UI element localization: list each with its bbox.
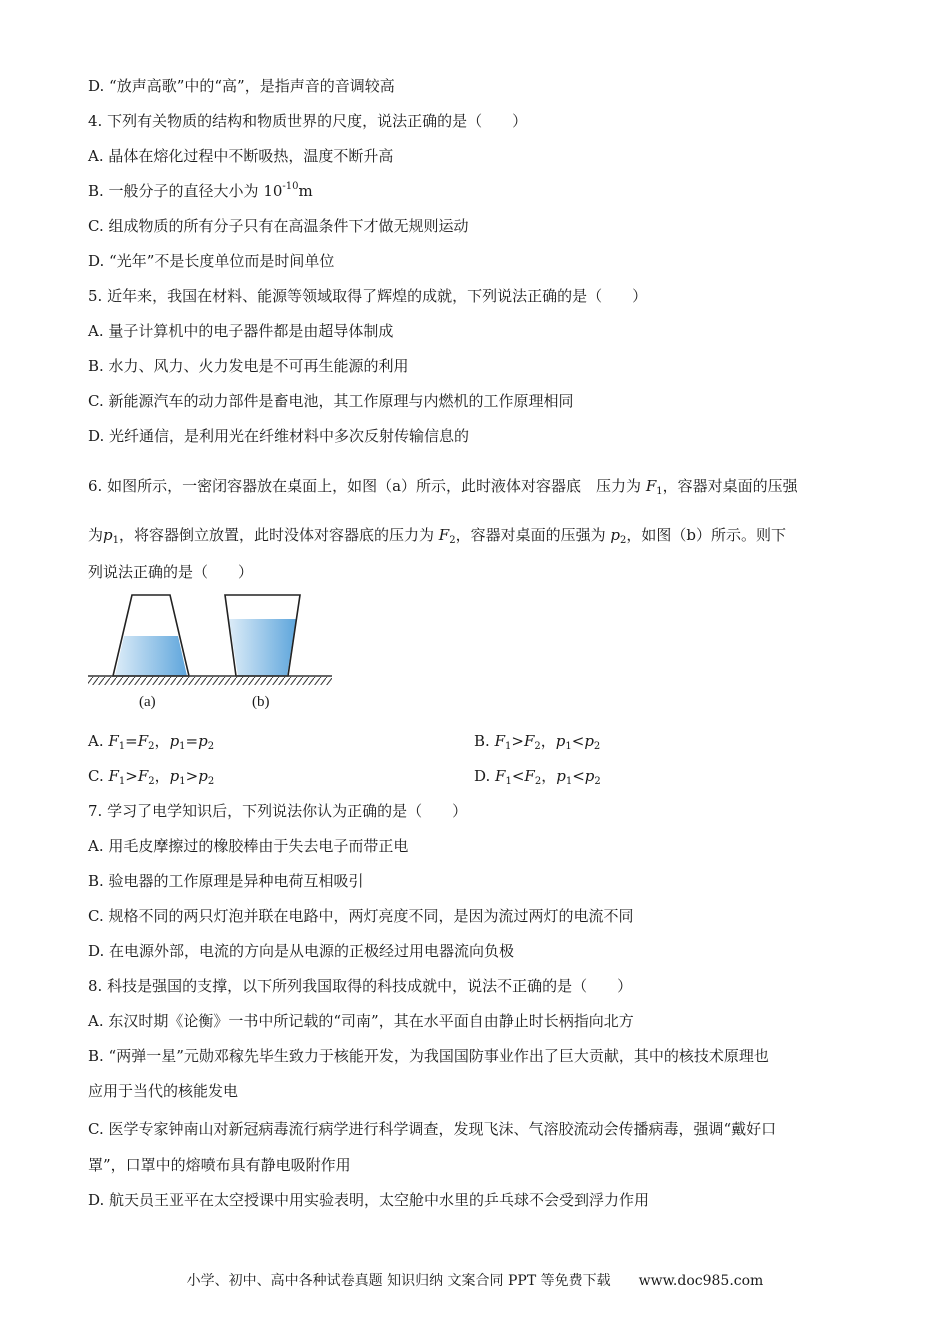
q5-option-b: B. 水力、风力、火力发电是不可再生能源的利用 (88, 357, 409, 375)
q7-option-c: C. 规格不同的两只灯泡并联在电路中，两灯亮度不同，是因为流过两灯的电流不同 (88, 907, 634, 925)
container-b (225, 595, 300, 676)
q7-option-d: D. 在电源外部，电流的方向是从电源的正极经过用电器流向负极 (88, 942, 515, 960)
q8-option-b-line2: 应用于当代的核能发电 (88, 1082, 239, 1100)
q8-option-c-line1: C. 医学专家钟南山对新冠病毒流行病学进行科学调查，发现飞沫、气溶胶流动会传播病毒，强调“戴好口 (88, 1120, 777, 1138)
figure-label-a: (a) (139, 694, 156, 710)
q6-stem-line3: 列说法正确的是（ ） (88, 563, 254, 581)
q6-option-d: D. $F_1<F_2$，$p_1<p_2$ (474, 767, 601, 787)
q4-option-b: B. 一般分子的直径大小为 $10^{-10}m$ (88, 181, 313, 200)
page-footer: 小学、初中、高中各种试卷真题 知识归纳 文案合同 PPT 等免费下载 www.doc985.com (186, 1273, 764, 1289)
figure-label-b: (b) (252, 694, 270, 710)
q5-option-a: A. 量子计算机中的电子器件都是由超导体制成 (88, 322, 394, 340)
q7-option-a: A. 用毛皮摩擦过的橡胶棒由于失去电子而带正电 (88, 837, 409, 855)
q5-option-d: D. 光纤通信，是利用光在纤维材料中多次反射传输信息的 (88, 427, 470, 445)
container-figure (86, 590, 336, 720)
q5-option-c: C. 新能源汽车的动力部件是畜电池，其工作原理与内燃机的工作原理相同 (88, 392, 574, 410)
q6-option-c: C. $F_1>F_2$，$p_1>p_2$ (88, 767, 215, 787)
q7-option-b: B. 验电器的工作原理是异种电荷互相吸引 (88, 872, 364, 890)
q4-option-d: D. “光年”不是长度单位而是时间单位 (88, 252, 335, 270)
q8-stem: 8. 科技是强国的支撑，以下所列我国取得的科技成就中，说法不正确的是（ ） (88, 977, 633, 995)
q8-option-c-line2: 罩”，口罩中的熔喷布具有静电吸附作用 (88, 1156, 351, 1174)
q6-stem-line1: 6. 如图所示，一密闭容器放在桌面上，如图（a）所示，此时液体对容器底 压力为 $F_1$，容器对桌面的压强 (88, 477, 798, 497)
q7-stem: 7. 学习了电学知识后，下列说法你认为正确的是（ ） (88, 802, 468, 820)
table-hatch (88, 677, 332, 685)
q5-stem: 5. 近年来，我国在材料、能源等领域取得了辉煌的成就，下列说法正确的是（ ） (88, 287, 648, 305)
container-a (113, 595, 189, 676)
q4-stem: 4. 下列有关物质的结构和物质世界的尺度，说法正确的是（ ） (88, 112, 528, 130)
q3-option-d: D. “放声高歌”中的“高”，是指声音的音调较高 (88, 77, 395, 95)
q6-option-b: B. $F_1>F_2$，$p_1<p_2$ (474, 732, 601, 752)
q6-option-a: A. $F_1=F_2$，$p_1=p_2$ (88, 732, 215, 752)
q8-option-a: A. 东汉时期《论衡》一书中所记载的“司南”，其在水平面自由静止时长柄指向北方 (88, 1012, 634, 1030)
q4-option-c: C. 组成物质的所有分子只有在高温条件下才做无规则运动 (88, 217, 469, 235)
q4-option-a: A. 晶体在熔化过程中不断吸热，温度不断升高 (88, 147, 394, 165)
water-b (229, 619, 296, 676)
q6-stem-line2: 为$p_1$，将容器倒立放置，此时没体对容器底的压力为 $F_2$，容器对桌面的压强为 $p_2$，如图（b）所示。则下 (88, 526, 786, 546)
q8-option-b-line1: B. “两弹一星”元勋邓稼先毕生致力于核能开发，为我国国防事业作出了巨大贡献，其中的核技术原理也 (88, 1047, 769, 1065)
water-a (115, 636, 187, 676)
q8-option-d: D. 航天员王亚平在太空授课中用实验表明，太空舱中水里的乒乓球不会受到浮力作用 (88, 1191, 650, 1209)
